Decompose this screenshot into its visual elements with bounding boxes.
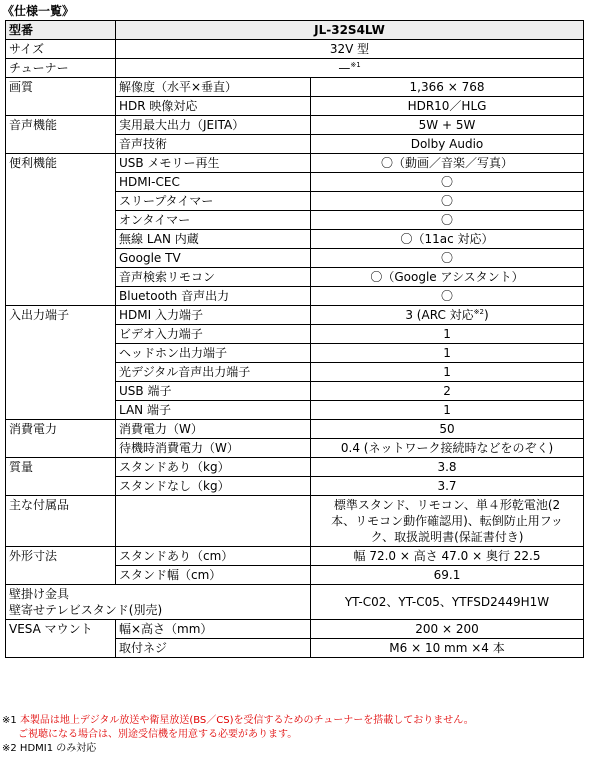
spec-value: 50 (311, 420, 584, 439)
spec-label: スタンドなし（kg） (116, 477, 311, 496)
tuner-value (116, 59, 584, 78)
hdmi-note-mark: ※2 (473, 308, 484, 316)
spec-value: Dolby Audio (311, 135, 584, 154)
tuner-dash: — (338, 61, 351, 75)
spec-label: 無線 LAN 内蔵 (116, 230, 311, 249)
accessories-line: 標準スタンド、リモコン、単４形乾電池(2 (333, 498, 561, 512)
footnote-2: ※2 HDMI1 のみ対応 (2, 743, 97, 754)
spec-label: USB メモリー再生 (116, 154, 311, 173)
footnote-1-line2: ご視聴になる場合は、別途受信機を用意する必要があります。 (18, 729, 298, 740)
footnote-1-text: 本製品は地上デジタル放送や衛星放送(BS／CS)を受信するためのチューナーを搭載しておりません。 (19, 715, 474, 726)
table-row (6, 78, 584, 97)
wall-mount-label: 壁掛け金具 (9, 587, 70, 601)
tuner-note-mark: ※1 (350, 61, 361, 69)
table-row (6, 620, 584, 639)
spec-value: 1 (311, 344, 584, 363)
spec-label: Bluetooth 音声出力 (116, 287, 311, 306)
table-row (6, 496, 584, 547)
category-io: 入出力端子 (6, 306, 116, 420)
category-wall-mount (6, 585, 311, 620)
spec-label: 幅×高さ（mm） (116, 620, 311, 639)
spec-value: 1 (311, 401, 584, 420)
table-row (6, 585, 584, 620)
accessories-value (311, 496, 584, 547)
spec-value: 〇（11ac 対応） (311, 230, 584, 249)
category-picture: 画質 (6, 78, 116, 116)
spec-value: 〇（Google アシスタント） (311, 268, 584, 287)
category-mass: 質量 (6, 458, 116, 496)
model-label: 型番 (6, 21, 116, 40)
footnotes (2, 714, 474, 756)
category-vesa: VESA マウント (6, 620, 116, 658)
spec-value: 2 (311, 382, 584, 401)
spec-label: HDR 映像対応 (116, 97, 311, 116)
table-row (6, 420, 584, 439)
spec-label: スタンドあり（kg） (116, 458, 311, 477)
spec-value: 1 (311, 325, 584, 344)
category-features: 便利機能 (6, 154, 116, 306)
spec-label: HDMI-CEC (116, 173, 311, 192)
table-row (6, 116, 584, 135)
spec-label: 解像度（水平×垂直） (116, 78, 311, 97)
spec-label: HDMI 入力端子 (116, 306, 311, 325)
table-row (6, 547, 584, 566)
spec-label: ビデオ入力端子 (116, 325, 311, 344)
model-number: JL-32S4LW (116, 21, 584, 40)
footnote-1-mark: ※1 (2, 715, 17, 726)
spec-label: オンタイマー (116, 211, 311, 230)
spec-value: 幅 72.0 × 高さ 47.0 × 奥行 22.5 (311, 547, 584, 566)
spec-value: 1,366 × 768 (311, 78, 584, 97)
table-row (6, 40, 584, 59)
accessories-line: 本、リモコン動作確認用)、転倒防止用フッ (331, 514, 563, 528)
table-row (6, 154, 584, 173)
spec-value: 〇 (311, 249, 584, 268)
spec-label: 音声技術 (116, 135, 311, 154)
spec-value: 〇（動画／音楽／写真） (311, 154, 584, 173)
spec-value: HDR10／HLG (311, 97, 584, 116)
spec-value: 5W + 5W (311, 116, 584, 135)
table-row (6, 306, 584, 325)
wall-mount-value: YT-C02、YT-C05、YTFSD2449H1W (311, 585, 584, 620)
spec-table (5, 20, 584, 658)
spec-value: 3.7 (311, 477, 584, 496)
spec-value: 3.8 (311, 458, 584, 477)
spec-value: 1 (311, 363, 584, 382)
category-power: 消費電力 (6, 420, 116, 458)
spec-label: スタンドあり（cm） (116, 547, 311, 566)
page-title: 《仕様一覧》 (2, 4, 75, 18)
footnote-1 (2, 714, 474, 728)
hdmi-value: 3 (ARC 対応 (405, 308, 474, 322)
accessories-line: ク、取扱説明書(保証書付き) (370, 530, 524, 544)
wall-stand-label: 壁寄せテレビスタンド(別売) (9, 603, 163, 617)
category-size: サイズ (6, 40, 116, 59)
spec-value: 〇 (311, 192, 584, 211)
size-value: 32V 型 (116, 40, 584, 59)
category-tuner: チューナー (6, 59, 116, 78)
spec-label: Google TV (116, 249, 311, 268)
table-row (6, 458, 584, 477)
spec-value: 〇 (311, 173, 584, 192)
spec-value (311, 306, 584, 325)
spec-label: 光デジタル音声出力端子 (116, 363, 311, 382)
spec-label: 消費電力（W） (116, 420, 311, 439)
category-audio: 音声機能 (6, 116, 116, 154)
spec-value: M6 × 10 mm ×4 本 (311, 639, 584, 658)
spec-label: 取付ネジ (116, 639, 311, 658)
spec-value: 200 × 200 (311, 620, 584, 639)
spec-label: ヘッドホン出力端子 (116, 344, 311, 363)
spec-label: 待機時消費電力（W） (116, 439, 311, 458)
spec-value: 〇 (311, 211, 584, 230)
hdmi-close: ) (483, 308, 489, 322)
spec-label: 実用最大出力（JEITA） (116, 116, 311, 135)
table-header-row (6, 21, 584, 40)
category-accessories: 主な付属品 (6, 496, 116, 547)
spec-label: USB 端子 (116, 382, 311, 401)
table-row (6, 59, 584, 78)
spec-label: スリープタイマー (116, 192, 311, 211)
spec-label: LAN 端子 (116, 401, 311, 420)
category-dimensions: 外形寸法 (6, 547, 116, 585)
empty-cell (116, 496, 311, 547)
spec-value: 69.1 (311, 566, 584, 585)
spec-value: 〇 (311, 287, 584, 306)
spec-label: スタンド幅（cm） (116, 566, 311, 585)
spec-value: 0.4 (ネットワーク接続時などをのぞく) (311, 439, 584, 458)
spec-label: 音声検索リモコン (116, 268, 311, 287)
